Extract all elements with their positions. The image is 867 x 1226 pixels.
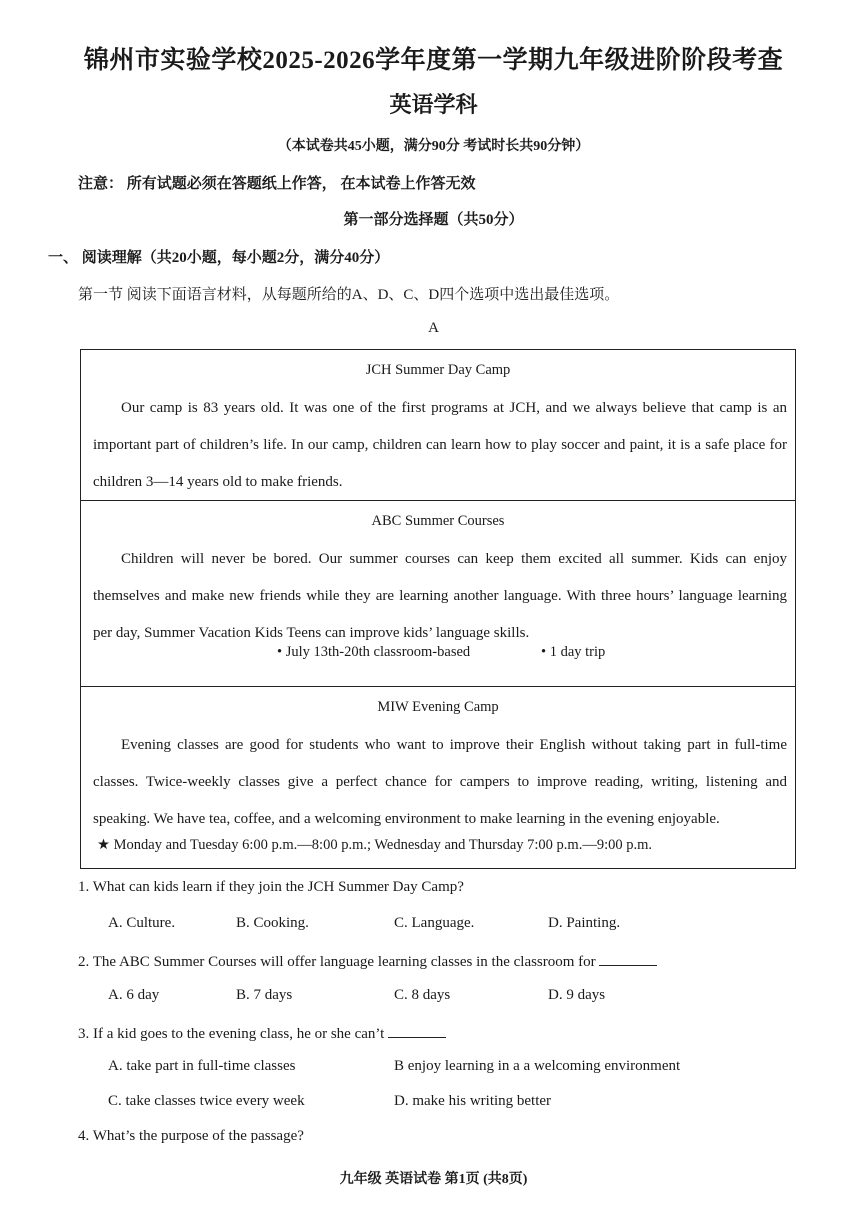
page-footer: 九年级 英语试卷 第1页 (共8页) <box>339 1172 528 1187</box>
part-title: 第一部分选择题（共50分） <box>343 212 524 228</box>
exam-subject: 英语学科 <box>389 92 478 117</box>
question-stem: 1. What can kids learn if they join the JCH Summer Day Camp? <box>78 879 464 895</box>
exam-title: 锦州市实验学校2025-2026学年度第一学期九年级进阶阶段考查 <box>83 47 784 74</box>
ad-text: Our camp is 83 years old. It was one of the first programs at JCH, and we always believe that camp is an important part of children’s life. In our camp, children can learn how to play soccer and paint, it is a safe place for children 3—14 years old to make friends. <box>93 400 787 490</box>
ad-title: MIW Evening Camp <box>377 699 499 715</box>
ad-text: Evening classes are good for students who want to improve their English without taking part in full-time classes. Twice-weekly classes give a perfect chance for campers to improve reading, writing, listening and speaking. We have tea, coffee, and a welcoming environment to make learning in the evening enjoyable. <box>93 737 787 827</box>
advertisement-box <box>80 349 796 869</box>
question-stem: 3. If a kid goes to the evening class, he or she can’t <box>78 1026 385 1042</box>
section-title: 一、 阅读理解（共20小题，每小题2分，满分40分） <box>48 250 390 266</box>
option-a: A. 6 day <box>108 987 160 1003</box>
option-c: C. take classes twice every week <box>108 1093 305 1109</box>
question-stem: 2. The ABC Summer Courses will offer language learning classes in the classroom for <box>78 954 596 970</box>
ad-abc-courses <box>81 500 795 686</box>
passage-label: A <box>428 320 439 336</box>
notice: 注意： 所有试题必须在答题纸上作答， 在本试卷上作答无效 <box>78 176 476 192</box>
option-c: C. Language. <box>394 915 475 931</box>
question-row <box>78 1023 446 1043</box>
option-c: C. 8 days <box>394 987 451 1003</box>
question-stem: 4. What’s the purpose of the passage? <box>78 1128 304 1144</box>
option-b: B enjoy learning in a a welcoming environment <box>394 1058 681 1074</box>
ad-title: ABC Summer Courses <box>371 513 505 529</box>
ad-schedule: ★ Monday and Tuesday 6:00 p.m.—8:00 p.m.; Wednesday and Thursday 7:00 p.m.—9:00 p.m. <box>97 837 653 853</box>
question-row <box>78 951 657 971</box>
section-instruction: 第一节 阅读下面语言材料，从每题所给的A、D、C、D四个选项中选出最佳选项。 <box>78 287 620 303</box>
option-b: B. Cooking. <box>236 915 309 931</box>
ad-bullet: • 1 day trip <box>541 644 606 660</box>
option-a: A. take part in full-time classes <box>108 1058 296 1074</box>
answer-blank <box>388 1023 446 1038</box>
option-d: D. Painting. <box>548 915 621 931</box>
exam-info: （本试卷共45小题，满分90分 考试时长共90分钟） <box>277 139 590 154</box>
ad-miw-camp <box>81 686 795 870</box>
ad-jch-camp <box>81 350 795 500</box>
option-d: D. 9 days <box>548 987 606 1003</box>
option-d: D. make his writing better <box>394 1093 552 1109</box>
option-a: A. Culture. <box>108 915 176 931</box>
ad-bullet: • July 13th-20th classroom-based <box>277 644 471 660</box>
option-b: B. 7 days <box>236 987 293 1003</box>
answer-blank <box>599 951 657 966</box>
ad-text: Children will never be bored. Our summer courses can keep them excited all summer. Kids can enjoy themselves and make new friends while they are learning another language. With three hours’ language learning per day, Summer Vacation Kids Teens can improve kids’ language skills. <box>93 551 787 641</box>
ad-title: JCH Summer Day Camp <box>365 362 511 378</box>
